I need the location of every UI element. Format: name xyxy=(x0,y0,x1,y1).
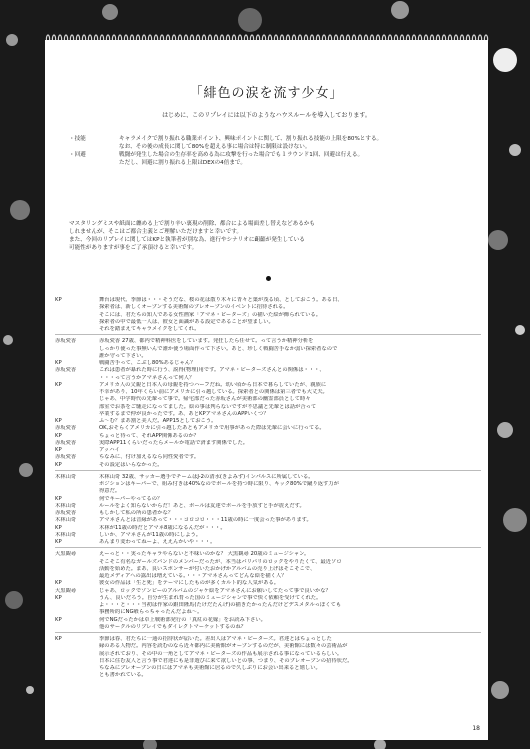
rule-dodge-note xyxy=(63,159,478,167)
dialogue-line xyxy=(55,580,481,587)
dialogue-line xyxy=(55,346,481,353)
dialogue-text: ちなみにプレオープンの日にはアマネも美術館に居るので久しぶりにお会い出来ると嬉しい。 xyxy=(99,665,321,671)
speaker-name xyxy=(55,304,99,311)
note-line: しれませんが、そこはご都合主義とご理解いただけますと幸いです。 xyxy=(69,229,242,235)
speaker-name: KP xyxy=(55,297,62,303)
speaker-name: 木林山奇 xyxy=(55,531,77,538)
dialogue-text: 舞台は現代、季節は・・・そうだな、桜の花は散り木々に青々と葉が茂る頃、としておこう。ある日、 xyxy=(99,297,343,303)
dialogue-text: 赤坂愛香 27歳、都内で精神科医をしています。発狂したら任せて。って言うか精神分析を xyxy=(99,338,314,345)
speaker-name xyxy=(55,411,99,418)
dialogue-text: それを踏まえてキャラメイクをしてくれ。 xyxy=(99,326,200,332)
speaker-name: 大黒観尋 xyxy=(55,551,77,558)
speaker-name: 赤坂愛香 xyxy=(55,367,77,374)
dialogue-line xyxy=(55,573,481,580)
dialogue-text: 木林山奇 32歳、サッカー選手でチームはJ-2の清水(きよみず)インパルスに所属している。 xyxy=(99,473,314,480)
dialogue-text: ちなみに、付け加えるなら同性愛者です。 xyxy=(99,454,200,461)
dialogue-text: 誰か守って下さい。 xyxy=(99,352,147,359)
dialogue-text: アッハイ xyxy=(99,447,120,453)
speaker-name xyxy=(55,566,99,573)
speaker-name xyxy=(55,672,99,679)
speaker-name: 赤坂愛香 xyxy=(55,454,77,461)
dialogue-line xyxy=(55,510,481,517)
speaker-name xyxy=(55,559,99,566)
speaker-name xyxy=(55,651,99,658)
house-rules xyxy=(63,135,478,167)
rule-text: 戦闘が発生した場合の生存率を高める為に攻撃を行った場合でも１ラウンド1回、回避は行える。 xyxy=(119,152,364,158)
dialogue-text: 何でキーパーやってるの？ xyxy=(99,495,163,502)
rule-label xyxy=(63,159,119,167)
speaker-name xyxy=(55,665,99,672)
dialogue-line xyxy=(55,389,481,396)
speaker-name xyxy=(55,312,99,319)
dialogue-text: 日本に住む友人と言う事で君達にも是非遊びに来て欲しいとの事、つまり、そのプレオープンの招待状だ。 xyxy=(99,657,353,664)
speaker-name xyxy=(55,643,99,650)
dialogue-text: ルールをよく知らないからだ！あと、ボールは友達でボールを手放すと手が震えだす。 xyxy=(99,502,305,509)
dialogue-line xyxy=(55,382,481,389)
page-number: 18 xyxy=(472,725,480,732)
dialogue-text: 季節は春、君たちに一通の招待状が届いた。差出人はアマネ・ピーターズ。君達とはちょっとした xyxy=(99,636,332,642)
dialogue-text: 彼女の作品は「生と死」をテーマにしたものが多くカルト的な人気がある。 xyxy=(99,580,280,587)
dialogue-line xyxy=(55,672,481,679)
dialogue-line xyxy=(55,517,481,524)
dialogue-text: 活動を始めた。まあ、良いスポンサーが付いたおかげかアルバムの売り上げはそこそこで、 xyxy=(99,565,316,572)
dialogue-text: これは患者が暴れた時に行う、説得(物理)用です。アマネ・ピーターズさんとの関係は・・・、 xyxy=(99,367,325,374)
dialogue-line xyxy=(55,609,481,616)
rule-text: なお、その後の成長に関して80%を超える事に場合は特に制限は設けない。 xyxy=(119,144,311,150)
rule-skill xyxy=(63,135,478,143)
dialogue-text: 木林が11歳の時だとアマネ8歳になるんだが・・・。 xyxy=(99,524,226,531)
speaker-name xyxy=(55,658,99,665)
note-line: マスタリングミスや紙面に纏める上で割り辛い裏現の削除、都合による場面差し替えなどあるかも xyxy=(69,221,316,227)
dialogue-text: しいか、アマネさんが11歳の時にしよう。 xyxy=(99,531,202,538)
dialogue-line xyxy=(55,566,481,573)
dialogue-line xyxy=(55,462,481,469)
dialogue-text: 戦闘苦手って、こぶし80%あるじゃん？ xyxy=(99,360,196,366)
speaker-name xyxy=(55,404,99,411)
dialogue-line xyxy=(55,454,481,461)
rule-dodge xyxy=(63,151,478,159)
speaker-name: 木林山奇 xyxy=(55,473,77,480)
speaker-name xyxy=(55,573,99,580)
speaker-name xyxy=(55,481,99,488)
dialogue-line xyxy=(55,326,481,333)
speaker-name: 大黒観尋 xyxy=(55,587,77,594)
dialogue-text: 探索者の中で最低一人は、彼女と面識がある設定であることが望ましい。 xyxy=(99,318,274,325)
speaker-name xyxy=(55,609,99,616)
dialogue-line xyxy=(55,319,481,326)
speaker-name: KP xyxy=(55,381,62,388)
dialogue-line xyxy=(55,304,481,311)
dialogue-line xyxy=(55,551,481,558)
dialogue-text: 事務所的にNG喰らっちゃったんだよね～。 xyxy=(99,609,203,616)
dialogue-line xyxy=(55,447,481,454)
document-page xyxy=(45,40,488,740)
dialogue-line xyxy=(55,503,481,510)
speaker-name: 赤坂愛香 xyxy=(55,439,77,446)
dialogue-line xyxy=(55,643,481,650)
dialogue-text: 展示されており、その中の一角としてアマネ・ピーターズの作品も展示される事になっているらしい。 xyxy=(99,650,343,657)
dialogue-line xyxy=(55,312,481,319)
speaker-name xyxy=(55,624,99,631)
rule-text: ただし、回避に割り振れる上限はDEXの4倍まで。 xyxy=(119,160,246,166)
dialogue-line xyxy=(55,375,481,382)
speaker-name: KP xyxy=(55,495,62,502)
speaker-name xyxy=(55,375,99,382)
disclaimer-notes xyxy=(69,220,459,252)
dialogue-text: 縁のある人物だ。内容を読むのなら近々都内に美術館がオープンするのだが、美術館には数々の芸術品が xyxy=(99,643,348,650)
dialogue-text: しっかり使った事無いんで誰か使う場面作って下さい。あと、珍しく戦闘苦手なか弱い探索者なので xyxy=(99,345,338,352)
speaker-name xyxy=(55,353,99,360)
speaker-name xyxy=(55,326,99,333)
dialogue-text: ちょっと待って、それAPP関係あるのか？ xyxy=(99,432,199,439)
dialogue-line xyxy=(55,496,481,503)
speaker-name: 赤坂愛香 xyxy=(55,338,77,345)
dialogue-text: そこそこ有名なガールズバンドのメンバーだったが、本当はバリバリのロックをやりたくて、最近ソロ xyxy=(99,558,342,565)
dialogue-text: じゃあ、ロックでゾンビーのアルバムのジャケ絵をアマネさんにお願いしてたって事で良いかな？ xyxy=(99,587,331,594)
dialogue-line xyxy=(55,353,481,360)
dialogue-line xyxy=(55,532,481,539)
speaker-name: KP xyxy=(55,447,62,453)
rule-skill-note xyxy=(63,143,478,151)
dialogue-text: 最近メディアへの露出は増えている。・・・アマネさんってどんな絵を描く人？ xyxy=(99,573,287,579)
dialogue-line xyxy=(55,367,481,374)
speaker-name xyxy=(55,346,99,353)
rule-label xyxy=(63,143,119,151)
dialogue-text: 他のサークルのリプレイでもダイレクトマーケットするのね？ xyxy=(99,623,247,630)
dialogue-text: アメリカ人の父親と日本人の母親を持つハーフだね。幼い頃から日本で暮らしていたが、親族に xyxy=(99,381,327,388)
dialogue-line xyxy=(55,539,481,546)
dialogue-line xyxy=(55,636,481,643)
dialogue-text: その設定はいらなかった。 xyxy=(99,461,163,468)
speaker-name: 赤坂愛香 xyxy=(55,510,77,516)
speaker-name xyxy=(55,602,99,609)
dialogue-line xyxy=(55,559,481,566)
rule-text: キャラメイクで割り振れる職業ポイント、興味ポイントに関して、割り振れる技能の上限を80%とする。 xyxy=(119,136,383,142)
speaker-name xyxy=(55,488,99,495)
dialogue-text: もしかして私の所の患者かな？ xyxy=(99,510,174,516)
intro-text: はじめに、このリプレイには以下のようなハウスルールを導入しております。 xyxy=(162,112,371,119)
dialogue-line xyxy=(55,624,481,631)
dialogue-text: あんまり変わってねーよ、ええんかいや・・・。 xyxy=(99,539,216,545)
speaker-name xyxy=(55,389,99,396)
dialogue-text: そこには、君たちの知人である女性画家「アマネ・ピーターズ」の描いた絵が飾られている。 xyxy=(99,311,321,318)
dialogue-text: 何でNGだったかは卓上戦術部発行の「真紅の花嫁」をお読み下さい。 xyxy=(99,616,266,623)
dialogue-text: うん、良いだろう。自分が生まれ育った国のミュージシャンで事で快く依頼を受けてくれた。 xyxy=(99,594,322,601)
speaker-name: KP xyxy=(55,616,62,623)
dialogue-line xyxy=(55,665,481,672)
dialogue-line xyxy=(55,488,481,495)
dialogue-line xyxy=(55,297,481,304)
dialogue-line xyxy=(55,338,481,345)
speaker-name: 木林山奇 xyxy=(55,502,77,509)
dialogue-line xyxy=(55,433,481,440)
dialogue-text: OK,おそらくアメリカに引っ越したあともアメリカで用事があった際は先輩に会いに行ってる。 xyxy=(99,425,325,432)
speaker-name: KP xyxy=(55,580,62,587)
dialogue-text: 探索者は、新しくオープンする美術館のプレオープンのイベントに招待される。 xyxy=(99,304,289,311)
replay-dialogue xyxy=(55,297,481,680)
dialogue-text: 部室でお茶をご馳走になってました。絵の事は判らないですが不思議と先輩とは話が合って xyxy=(99,403,317,410)
dialogue-line xyxy=(55,617,481,624)
dialogue-line xyxy=(55,525,481,532)
dialogue-line xyxy=(55,425,481,432)
dialogue-text: えーっと・・実ったキャラやらないと不味いのかな？ 大黒観尋 20歳のミュージシャン。 xyxy=(99,551,310,558)
rule-label: ・回避 xyxy=(69,152,86,158)
dialogue-line xyxy=(55,411,481,418)
dialogue-line xyxy=(55,440,481,447)
dialogue-line xyxy=(55,404,481,411)
dialogue-line xyxy=(55,360,481,367)
dialogue-text: ポジションはキーパーで、組み付きは40%なのでボールを持つ時に限り、キック80%で蹴り返す力が xyxy=(99,481,339,487)
dialogue-line xyxy=(55,651,481,658)
dialogue-text: 実際APP11くらいだったらメールか電話で済ます関係でした。 xyxy=(99,439,249,446)
dialogue-text: ・・・って言うかアマネさんって何人？ xyxy=(99,374,195,381)
speaker-name xyxy=(55,396,99,403)
section-divider-dot xyxy=(266,276,271,281)
speaker-name: 赤坂愛香 xyxy=(55,425,77,432)
speaker-name: KP xyxy=(55,418,62,424)
dialogue-line xyxy=(55,602,481,609)
dialogue-text: じゃあ、中学時代の先輩って事で。帰宅部だった赤坂さんが美術部の幽霊部員として時々 xyxy=(99,396,311,403)
speaker-name: KP xyxy=(55,360,62,366)
note-line: 可能性がありますが事をご了承頂けると幸いです。 xyxy=(69,245,198,251)
dialogue-text: 卒業するまで仲が良かったです。あ、あとKPアマネさんのAPPいくつ？ xyxy=(99,410,269,417)
dialogue-text: よ・・・と・・・当初は作家の銀田隆馬(たけだたんげ)の描きたかったんだけどデスメタルっぽくても xyxy=(99,602,342,608)
speaker-name: KP xyxy=(55,432,62,439)
dialogue-text: アマネさんとは音縁があって・・・コロコロ・・・11歳の時に一度会った事があります。 xyxy=(99,517,312,524)
speaker-name: KP xyxy=(55,524,62,531)
dialogue-line xyxy=(55,474,481,481)
dialogue-text: とも書かれている。 xyxy=(99,672,147,679)
speaker-name xyxy=(55,319,99,326)
dialogue-text: ふ～む？まあ割と美人だ。APP15としておこう。 xyxy=(99,418,217,424)
speaker-name: KP xyxy=(55,594,62,601)
speaker-name: KP xyxy=(55,461,62,468)
rule-label: ・技能 xyxy=(69,136,86,142)
dialogue-text: 得意だ。 xyxy=(99,488,121,495)
speaker-name: 木林山奇 xyxy=(55,517,77,524)
dialogue-text: 不幸があり、10年くらい前にアメリカに引っ越している。探索者との関係は第三者でも大丈夫。 xyxy=(99,389,328,395)
note-line: また、今回のリプレイに関してはKPと執筆者が別な為、進行やシナリオに齟齬が発生している xyxy=(69,237,305,243)
dialogue-line xyxy=(55,595,481,602)
speaker-name: KP xyxy=(55,539,62,545)
dialogue-line xyxy=(55,658,481,665)
dialogue-line xyxy=(55,588,481,595)
speaker-name: KP xyxy=(55,636,62,642)
dialogue-line xyxy=(55,481,481,488)
page-title: 「緋色の涙を流す少女」 xyxy=(189,86,344,101)
dialogue-line xyxy=(55,396,481,403)
dialogue-line xyxy=(55,418,481,425)
